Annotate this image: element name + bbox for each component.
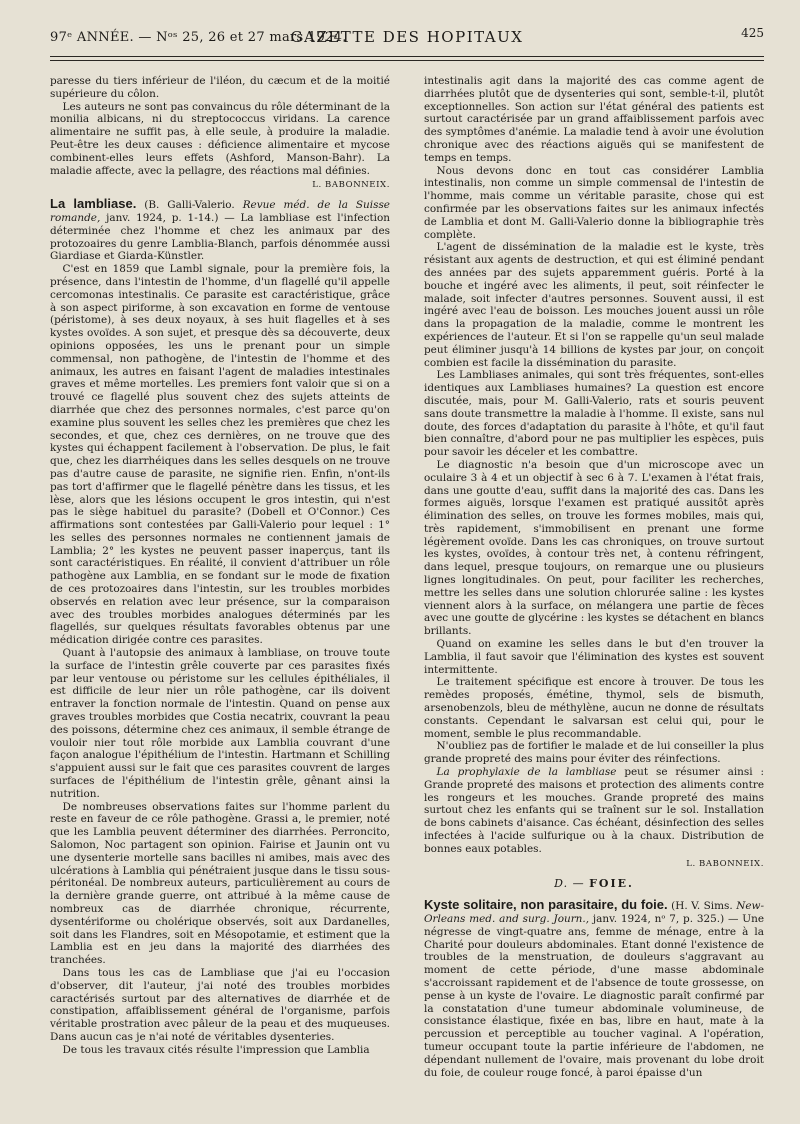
reference-journal: Revue méd. de la Suisse romande, xyxy=(50,199,390,224)
section-letter: D. — xyxy=(554,877,585,891)
article-title: La lambliase. xyxy=(50,196,137,212)
article-heading xyxy=(424,899,764,1079)
paragraph: Le traitement spécifique est encore à trouver. De tous les remèdes proposés, émétine, thymol, sels de bismuth, arsenobenzols, bleu de méthylène, aucun ne donne de résultats constants. Cependant le salvarsan est celui qui, pour le moment, semble le plus recommandable. xyxy=(424,676,764,740)
left-column xyxy=(50,75,390,1079)
journal-title: GAZETTE DES HOPITAUX xyxy=(290,28,524,46)
reference-journal: New-Orleans med. and surg. Journ., xyxy=(424,900,764,925)
reference-author: (B. Galli-Valerio. xyxy=(144,199,235,212)
section-heading xyxy=(424,878,764,891)
issue-line: 97ᵉ ANNÉE. — Nᵒˢ 25, 26 et 27 mars 1924. xyxy=(50,30,347,45)
paragraph: Dans tous les cas de Lambliase que j'ai eu l'occasion d'observer, dit l'auteur, j'ai noté des troubles morbides caractérisés surtout par des alternatives de diarrhée et de constipation, affaiblissement général de l'organisme, parfois véritable prostration avec pâleur de la peau et des muqueuses. Dans aucun cas je n'ai noté de véritables dysenteries. xyxy=(50,966,390,1043)
paragraph xyxy=(424,766,764,856)
article-heading xyxy=(50,198,390,263)
paragraph: De nombreuses observations faites sur l'homme parlent du reste en faveur de ce rôle pathogène. Grassi a, le premier, noté que les Lamblia peuvent déterminer des diarrhées. Perroncito, Salomon, Noc partagent son opinion. Fairise et Jaunin ont vu une dysenterie mortelle sans bacilles ni amibes, mais avec des ulcérations à Lamblia qui pénétraient jusque dans le tissu sous-péritonéal. De nombreux auteurs, particulièrement au cours de la dernière grande guerre, ont attribué à la même cause de nombreux cas de diarrhée chronique, récurrente, dysentériforme ou cholérique observés, soit aux Dardanelles, soit dans les Flandres, soit en Mésopotamie, et estiment que la Lamblia est en jeu dans la majorité des diarrhées des tranchées. xyxy=(50,800,390,967)
two-column-body xyxy=(50,75,764,1079)
paragraph: Les auteurs ne sont pas convaincus du rôle déterminant de la monilia albicans, ni du streptococcus viridans. La carence alimentaire ne suffit pas, à elle seule, à produire la maladie. Peut-être les deux causes : déficience alimentaire et mycose combinent-elles leurs effets (Ashford, Manson-Bahr). La maladie affecte, avec la pellagre, des réactions mal définies. xyxy=(50,100,390,177)
article-title: Kyste solitaire, non parasitaire, du foie. xyxy=(424,897,668,913)
author-signature: L. BABONNEIX. xyxy=(686,858,764,869)
paragraph: Les Lambliases animales, qui sont très fréquentes, sont-elles identiques aux Lambliases humaines? La question est encore discutée, mais, pour M. Galli-Valerio, rats et souris peuvent sans doute transmettre la maladie à l'homme. Il existe, sans nul doute, des forces d'adaptation du parasite à l'hôte, et qu'il faut bien connaître, d'abord pour ne pas multiplier les espèces, puis pour savoir les déceler et les combattre. xyxy=(424,369,764,459)
header-double-rule xyxy=(50,60,764,61)
paragraph: paresse du tiers inférieur de l'iléon, du cæcum et de la moitié supérieure du côlon. xyxy=(50,75,390,100)
author-signature: L. BABONNEIX. xyxy=(312,180,390,191)
paragraph: Quand on examine les selles dans le but d'en trouver la Lamblia, il faut savoir que l'élimination des kystes est souvent intermittente. xyxy=(424,638,764,676)
page-number: 425 xyxy=(741,26,764,40)
reference-author: (H. V. Sims. xyxy=(671,900,733,913)
paragraph: N'oubliez pas de fortifier le malade et de lui conseiller la plus grande propreté des mains pour éviter des réinfections. xyxy=(424,740,764,766)
paragraph: Le diagnostic n'a besoin que d'un microscope avec un oculaire 3 à 4 et un objectif à sec 6 à 7. L'examen à l'état frais, dans une goutte d'eau, suffit dans la majorité des cas. Dans les formes aiguës, lorsque l'examen est pratiqué aussitôt après élimination des selles, on trouve les formes mobiles, mais qui, très rapidement, s'immobilisent en prenant une forme légèrement ovoïde. Dans les cas chroniques, on trouve surtout les kystes, ovoïdes, à contour très net, à contenu réfringent, dans lequel, presque toujours, on remarque une ou plusieurs lignes longitudinales. On peut, pour faciliter les recherches, mettre les selles dans une solution chlorurée saline : les kystes viennent alors à la surface, on mélangera une partie de fèces avec une goutte de glycérine : les kystes se détachent en blancs brillants. xyxy=(424,458,764,638)
paragraph: Quant à l'autopsie des animaux à lambliase, on trouve toute la surface de l'intestin grêle couverte par ces parasites fixés par leur ventouse ou péristome sur les cellules épithéliales, il est difficile de leur nier un rôle pathogène, car ils doivent entraver la fonction normale de l'intestin. Quand on pense aux graves troubles morbides que Costia necatrix, couvrant la peau des poissons, détermine chez ces animaux, il semble étrange de vouloir nier tout rôle morbide aux Lamblia couvrant d'une façon analogue l'épithélium de l'intestin. Hartmann et Schilling s'appuient aussi sur le fait que ces parasites couvrent de larges surfaces de l'épithélium de l'intestin grêle, gênant ainsi la nutrition. xyxy=(50,647,390,800)
prophylaxis-text: peut se résumer ainsi : Grande propreté des maisons et protection des aliments contre les rongeurs et les mouches. Grande propreté des mains surtout chez les enfants qui se traînent sur le sol. Installation de bons cabinets d'aisance. Cas échéant, désinfection des selles infectées à l'acide sulfurique ou à la chaux. Distribution de bonnes eaux potables. xyxy=(424,766,764,855)
prophylaxis-label: La prophylaxie de la lambliase xyxy=(436,766,617,779)
section-title: FOIE. xyxy=(589,877,634,891)
running-header xyxy=(50,22,764,57)
right-column xyxy=(424,75,764,1079)
paragraph: C'est en 1859 que Lambl signale, pour la première fois, la présence, dans l'intestin de l'homme, d'un flagellé qu'il appelle cercomonas intestinalis. Ce parasite est caractéristique, grâce à son aspect piriforme, à son excavation en forme de ventouse (péristome), à ses deux noyaux, à ses huit flagelles et à ses kystes ovoïdes. A son sujet, et presque dès sa découverte, deux opinions opposées, les uns le prenant pour un simple commensal, non pathogène, de l'intestin de l'homme et des animaux, les autres en faisant l'agent de maladies intestinales graves et même mortelles. Les premiers font valoir que si on a trouvé ce flagellé plus souvent chez des sujets atteints de diarrhée que chez des personnes normales, c'est parce qu'on examine plus souvent les selles chez les premières que chez les secondes, et que, chez ces dernières, on ne trouve que des kystes qui échappent facilement à l'observation. De plus, le fait que, chez les diarrhéiques dans les selles desquels on ne trouve pas d'autre cause de parasite, ne signifie rien. Enfin, n'ont-ils pas tort d'affirmer que le flagellé pénètre dans les tissus, et les lèse, alors que les lésions occupent le gros intestin, qui n'est pas le siège habituel du parasite? (Dobell et O'Connor.) Ces affirmations sont contestées par Galli-Valerio pour lequel : 1° les selles des personnes normales ne contiennent jamais de Lamblia; 2° les kystes ne peuvent passer inaperçus, tant ils sont caractéristiques. En réalité, il convient d'attribuer un rôle pathogène aux Lamblia, en se fondant sur le mode de fixation de ces protozoaires dans l'intestin, sur les troubles morbides observés en relation avec leur présence, sur la comparaison avec des troubles morbides analogues déterminés par les flagellés, sur quelques résultats favorables obtenus par une médication dirigée contre ces parasites. xyxy=(50,263,390,647)
paragraph: L'agent de dissémination de la maladie est le kyste, très résistant aux agents de destruction, et qui est éliminé pendant des années par des sujets apparemment guéris. Porté à la bouche et ingéré avec les aliments, il peut, soit réinfecter le malade, soit infecter d'autres personnes. Souvent aussi, il est ingéré avec l'eau de boisson. Les mouches jouent aussi un rôle dans la propagation de la maladie, comme le montrent les expériences de l'auteur. Et si l'on se rappelle qu'un seul malade peut éliminer jusqu'à 14 billions de kystes par jour, on conçoit combien est facile la dissémination du parasite. xyxy=(424,241,764,369)
article-lead: janv. 1924, p. 1-14.) — La lambliase est l'infection déterminée chez l'homme et chez les animaux par des protozoaires du genre Lamblia-Blanch, parfois dénommée aussi Giardiase et Giarda-Künstler. xyxy=(50,211,390,263)
paragraph: De tous les travaux cités résulte l'impression que Lamblia xyxy=(62,1043,370,1056)
paragraph: intestinalis agit dans la majorité des cas comme agent de diarrhées plutôt que de dysenteries qui sont, semble-t-il, plutôt exceptionnelles. Son action sur l'état général des patients est surtout caractérisée par un grand affaiblissement parfois avec des symptômes d'anémie. La maladie tend à avoir une évolution chronique avec des réactions aiguës qui se manifestent de temps en temps. xyxy=(424,75,764,164)
article-lead: janv. 1924, nᵒ 7, p. 325.) — Une négresse de vingt-quatre ans, femme de ménage, entre à la Charité pour douleurs abdominales. Etant donné l'existence de troubles de la menstruation, de douleurs s'aggravant au moment de cette période, d'une masse abdominale s'accroissant rapidement et de l'absence de toute grossesse, on pense à un kyste de l'ovaire. Le diagnostic paraît confirmé par la constatation d'une tumeur abdominale volumineuse, de consistance élastique, fixée en bas, libre en haut, mate à la percussion et perceptible au toucher vaginal. A l'opération, tumeur occupant toute la partie inférieure de l'abdomen, ne dépendant nullement de l'ovaire, mais provenant du lobe droit du foie, de couleur rouge foncé, à paroi épaisse d'un xyxy=(424,913,764,1079)
paragraph: Nous devons donc en tout cas considérer Lamblia intestinalis, non comme un simple commensal de l'intestin de l'homme, mais comme un véritable parasite, chose qui est confirmée par les observations faites sur les animaux infectés de Lamblia et dont M. Galli-Valerio donne la bibliographie très complète. xyxy=(424,164,764,241)
